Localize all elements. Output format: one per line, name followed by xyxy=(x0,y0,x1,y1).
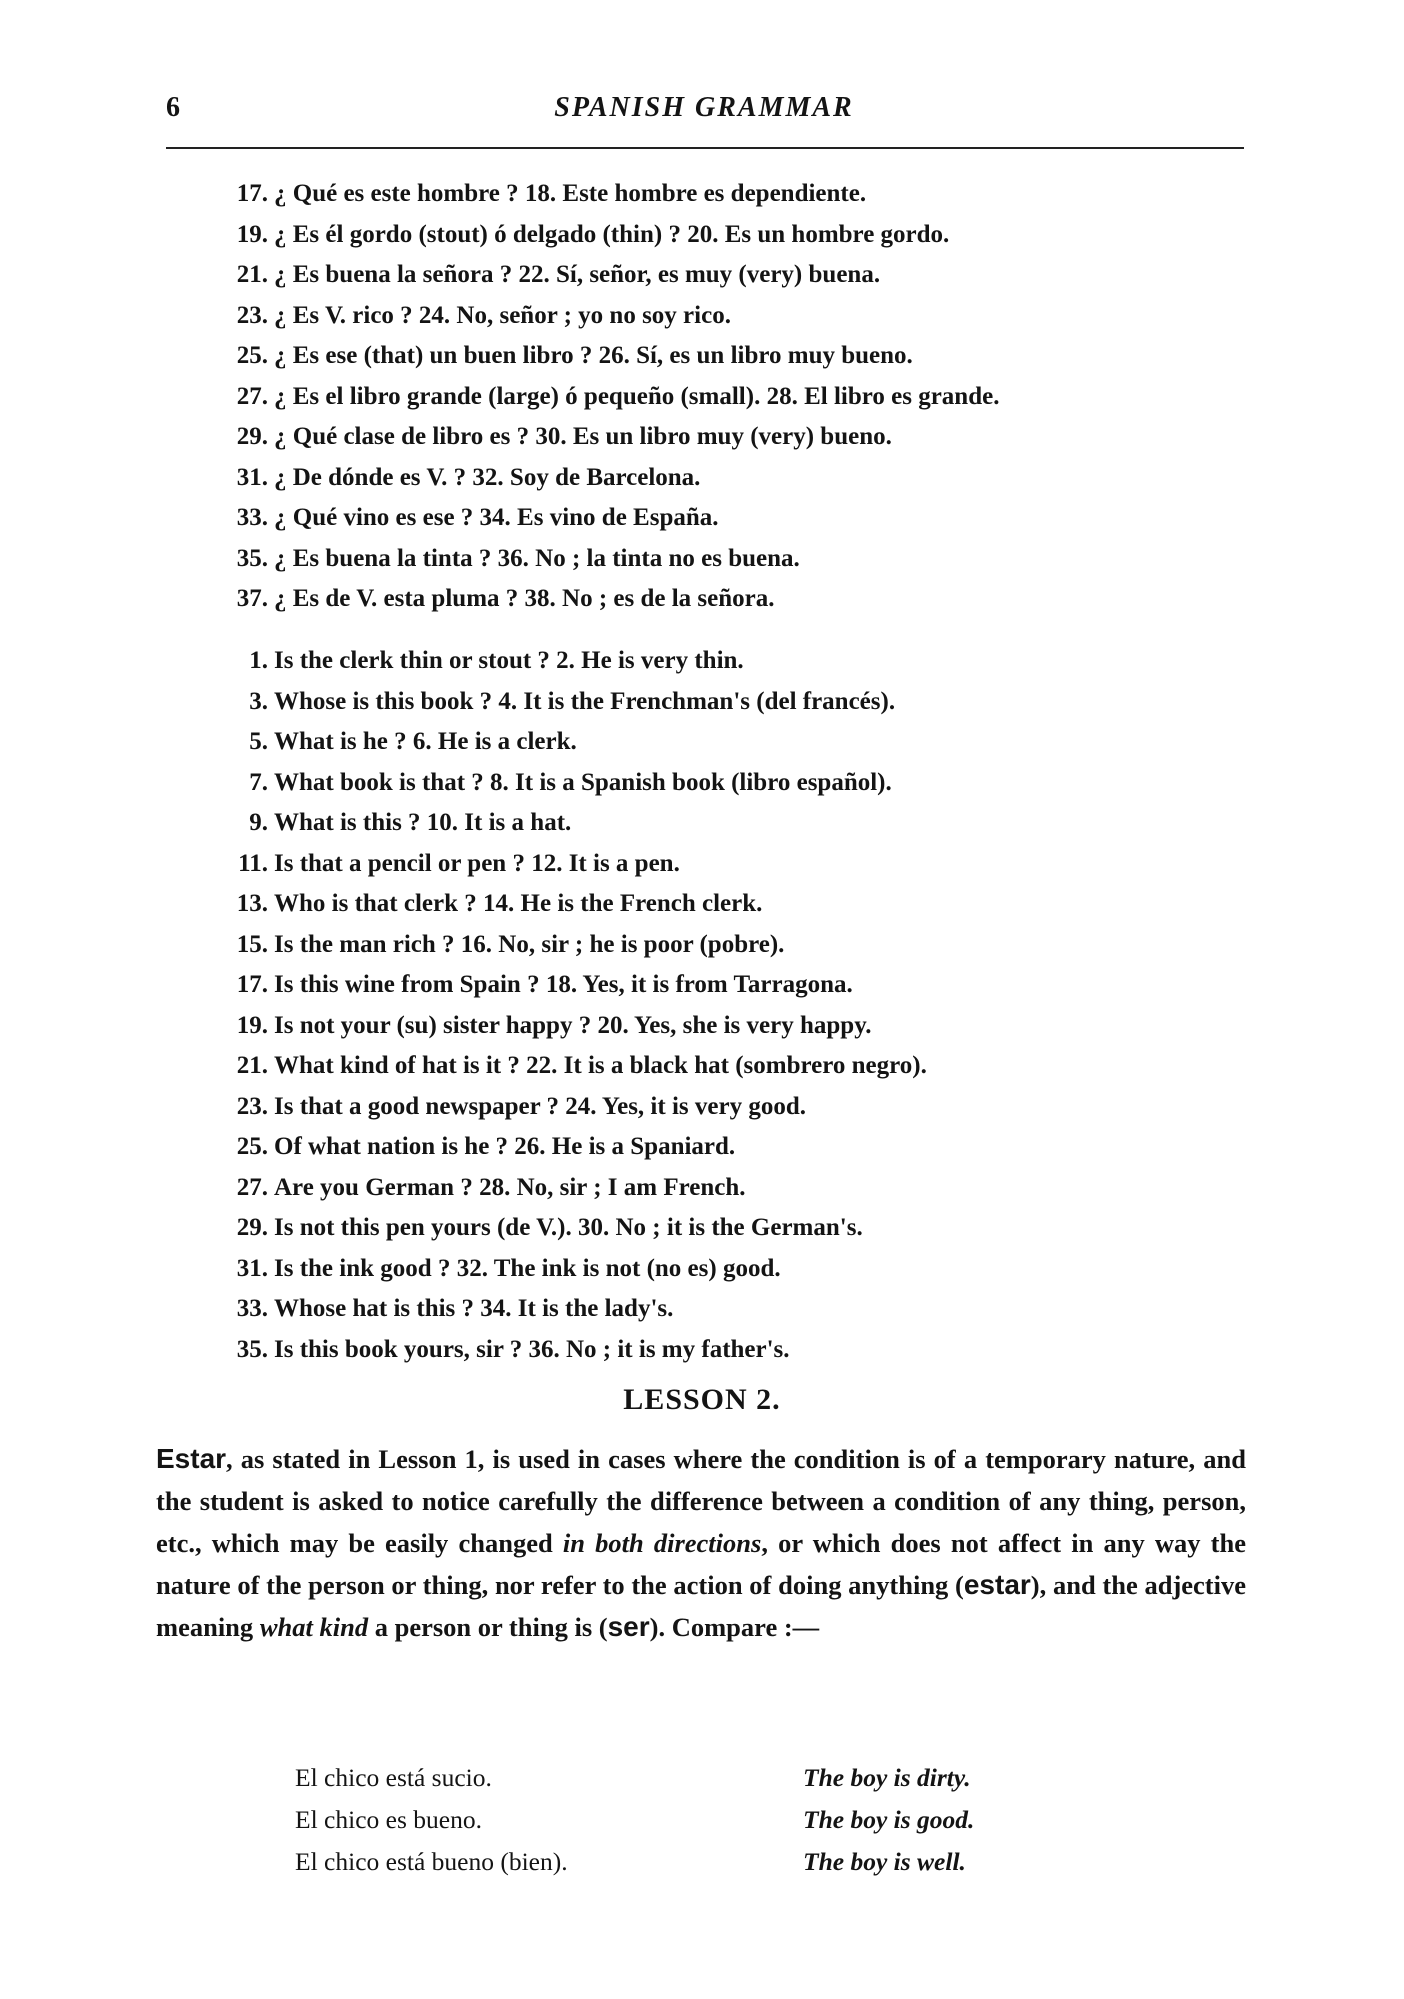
line-number: 7. xyxy=(249,768,268,796)
line-text: Is the clerk thin or stout ? 2. He is very thin. xyxy=(274,647,744,674)
exercise-line xyxy=(200,417,1260,458)
line-text: Are you German ? 28. No, sir ; I am French. xyxy=(274,1173,746,1201)
exercise-line xyxy=(200,255,1260,296)
paragraph-text: , as stated in Lesson 1, is used in cases where the condition is of a temporary nature, and the student is asked to notice carefully the difference between a condition of any thing, person, etc., which may be easily changed xyxy=(156,1444,1246,1558)
line-number: 17. xyxy=(236,180,268,207)
page-header xyxy=(166,92,1242,132)
line-text: ¿ Es V. rico ? 24. No, señor ; yo no soy rico. xyxy=(274,301,731,329)
line-number: 35. xyxy=(236,1335,268,1363)
line-number: 5. xyxy=(249,728,268,755)
line-number: 11. xyxy=(238,849,268,877)
exercise-line xyxy=(200,884,1260,925)
exercise-line xyxy=(200,377,1260,418)
exercise-line xyxy=(200,1127,1260,1168)
line-number: 17. xyxy=(236,971,268,998)
line-text: ¿ Qué es este hombre ? 18. Este hombre es dependiente. xyxy=(274,180,867,207)
line-text: ¿ Qué clase de libro es ? 30. Es un libro muy (very) bueno. xyxy=(274,423,892,450)
paragraph-text: , or which does not affect in any way the nature of the person or thing, nor refer to the action of doing anything ( xyxy=(156,1528,1246,1600)
example-spanish: El chico está bueno (bien). xyxy=(295,1847,568,1876)
line-number: 25. xyxy=(236,342,268,369)
line-text: Is the ink good ? 32. The ink is not (no es) good. xyxy=(274,1254,781,1282)
line-number: 9. xyxy=(249,809,268,836)
line-number: 3. xyxy=(249,687,268,715)
line-text: What book is that ? 8. It is a Spanish book (libro español). xyxy=(274,768,892,796)
exercise-line xyxy=(200,579,1260,620)
comparison-examples xyxy=(295,1757,1095,1883)
example-row xyxy=(295,1757,1095,1799)
exercise-line xyxy=(200,722,1260,763)
example-english: The boy is good. xyxy=(803,1805,975,1834)
term-estar: Estar xyxy=(156,1443,227,1474)
line-text: ¿ Es buena la tinta ? 36. No ; la tinta no es buena. xyxy=(274,544,800,572)
exercise-line xyxy=(200,498,1260,539)
example-row xyxy=(295,1799,1095,1841)
line-text: What is this ? 10. It is a hat. xyxy=(274,809,572,836)
line-text: Of what nation is he ? 26. He is a Spaniard. xyxy=(274,1133,736,1160)
line-text: ¿ De dónde es V. ? 32. Soy de Barcelona. xyxy=(274,463,701,491)
exercise-line xyxy=(200,1006,1260,1047)
line-number: 23. xyxy=(236,301,268,329)
line-number: 25. xyxy=(236,1133,268,1160)
exercise-line xyxy=(200,539,1260,580)
emphasis-text: what kind xyxy=(259,1612,369,1642)
exercise-line xyxy=(200,1168,1260,1209)
exercise-line xyxy=(200,1289,1260,1330)
exercise-line xyxy=(200,965,1260,1006)
line-text: Whose hat is this ? 34. It is the lady's. xyxy=(274,1295,674,1322)
line-text: Whose is this book ? 4. It is the Frenchman's (del francés). xyxy=(274,687,896,715)
exercise-line xyxy=(200,296,1260,337)
line-number: 19. xyxy=(236,220,268,248)
line-text: Is this wine from Spain ? 18. Yes, it is from Tarragona. xyxy=(274,971,853,998)
line-number: 23. xyxy=(236,1092,268,1120)
line-text: Is not your (su) sister happy ? 20. Yes, she is very happy. xyxy=(274,1011,872,1039)
line-number: 19. xyxy=(236,1011,268,1039)
exercise-line xyxy=(200,215,1260,256)
exercise-line xyxy=(200,336,1260,377)
english-exercise xyxy=(200,641,1260,1370)
line-text: Is that a good newspaper ? 24. Yes, it is very good. xyxy=(274,1092,806,1120)
example-spanish: El chico está sucio. xyxy=(295,1763,492,1792)
paragraph-text: ), and the adjective meaning xyxy=(156,1570,1246,1642)
line-number: 13. xyxy=(236,890,268,917)
header-rule xyxy=(166,147,1244,149)
line-number: 33. xyxy=(236,1295,268,1322)
example-spanish: El chico es bueno. xyxy=(295,1805,482,1834)
line-text: Is the man rich ? 16. No, sir ; he is poor (pobre). xyxy=(274,930,785,958)
exercise-line xyxy=(200,1208,1260,1249)
exercise-line xyxy=(200,1330,1260,1371)
line-text: ¿ Es de V. esta pluma ? 38. No ; es de la señora. xyxy=(274,585,775,612)
term-estar: estar xyxy=(963,1569,1031,1600)
exercise-line xyxy=(200,844,1260,885)
line-number: 27. xyxy=(236,382,268,410)
line-number: 29. xyxy=(236,1214,268,1241)
exercise-line xyxy=(200,803,1260,844)
line-text: ¿ Es el libro grande (large) ó pequeño (small). 28. El libro es grande. xyxy=(274,382,1000,410)
exercise-line xyxy=(200,1046,1260,1087)
line-number: 21. xyxy=(236,1052,268,1079)
emphasis-text: in both directions xyxy=(562,1528,762,1558)
line-number: 33. xyxy=(236,504,268,531)
line-number: 27. xyxy=(236,1173,268,1201)
line-text: Is not this pen yours (de V.). 30. No ; it is the German's. xyxy=(274,1214,863,1241)
line-text: ¿ Qué vino es ese ? 34. Es vino de España. xyxy=(274,504,719,531)
paragraph-text: a person or thing is ( xyxy=(368,1612,608,1642)
term-ser: ser xyxy=(607,1611,650,1642)
line-number: 35. xyxy=(236,544,268,572)
line-text: Is this book yours, sir ? 36. No ; it is my father's. xyxy=(274,1335,790,1363)
running-title: SPANISH GRAMMAR xyxy=(554,92,854,123)
line-text: Who is that clerk ? 14. He is the French clerk. xyxy=(274,890,763,917)
line-text: ¿ Es ese (that) un buen libro ? 26. Sí, es un libro muy bueno. xyxy=(274,342,913,369)
line-text: ¿ Es él gordo (stout) ó delgado (thin) ? 20. Es un hombre gordo. xyxy=(274,220,950,248)
line-text: ¿ Es buena la señora ? 22. Sí, señor, es muy (very) buena. xyxy=(274,261,881,288)
example-english: The boy is well. xyxy=(803,1847,966,1876)
line-number: 31. xyxy=(236,463,268,491)
line-number: 31. xyxy=(236,1254,268,1282)
line-text: What is he ? 6. He is a clerk. xyxy=(274,728,577,755)
exercise-line xyxy=(200,925,1260,966)
page-number: 6 xyxy=(166,92,180,123)
exercise-line xyxy=(200,1249,1260,1290)
line-text: What kind of hat is it ? 22. It is a black hat (sombrero negro). xyxy=(274,1052,927,1079)
exercise-line xyxy=(200,763,1260,804)
exercise-line xyxy=(200,682,1260,723)
line-text: Is that a pencil or pen ? 12. It is a pen. xyxy=(274,849,680,877)
example-english: The boy is dirty. xyxy=(803,1763,971,1792)
exercise-line xyxy=(200,174,1260,215)
exercise-line xyxy=(200,1087,1260,1128)
spanish-exercise xyxy=(200,174,1260,620)
exercise-line xyxy=(200,641,1260,682)
example-row xyxy=(295,1841,1095,1883)
line-number: 37. xyxy=(236,585,268,612)
line-number: 1. xyxy=(249,647,268,674)
exercise-line xyxy=(200,458,1260,499)
line-number: 29. xyxy=(236,423,268,450)
lesson-heading: LESSON 2. xyxy=(623,1383,781,1416)
line-number: 21. xyxy=(236,261,268,288)
paragraph-text: ). Compare :— xyxy=(649,1612,820,1642)
lesson-paragraph xyxy=(156,1438,1246,1648)
line-number: 15. xyxy=(236,930,268,958)
